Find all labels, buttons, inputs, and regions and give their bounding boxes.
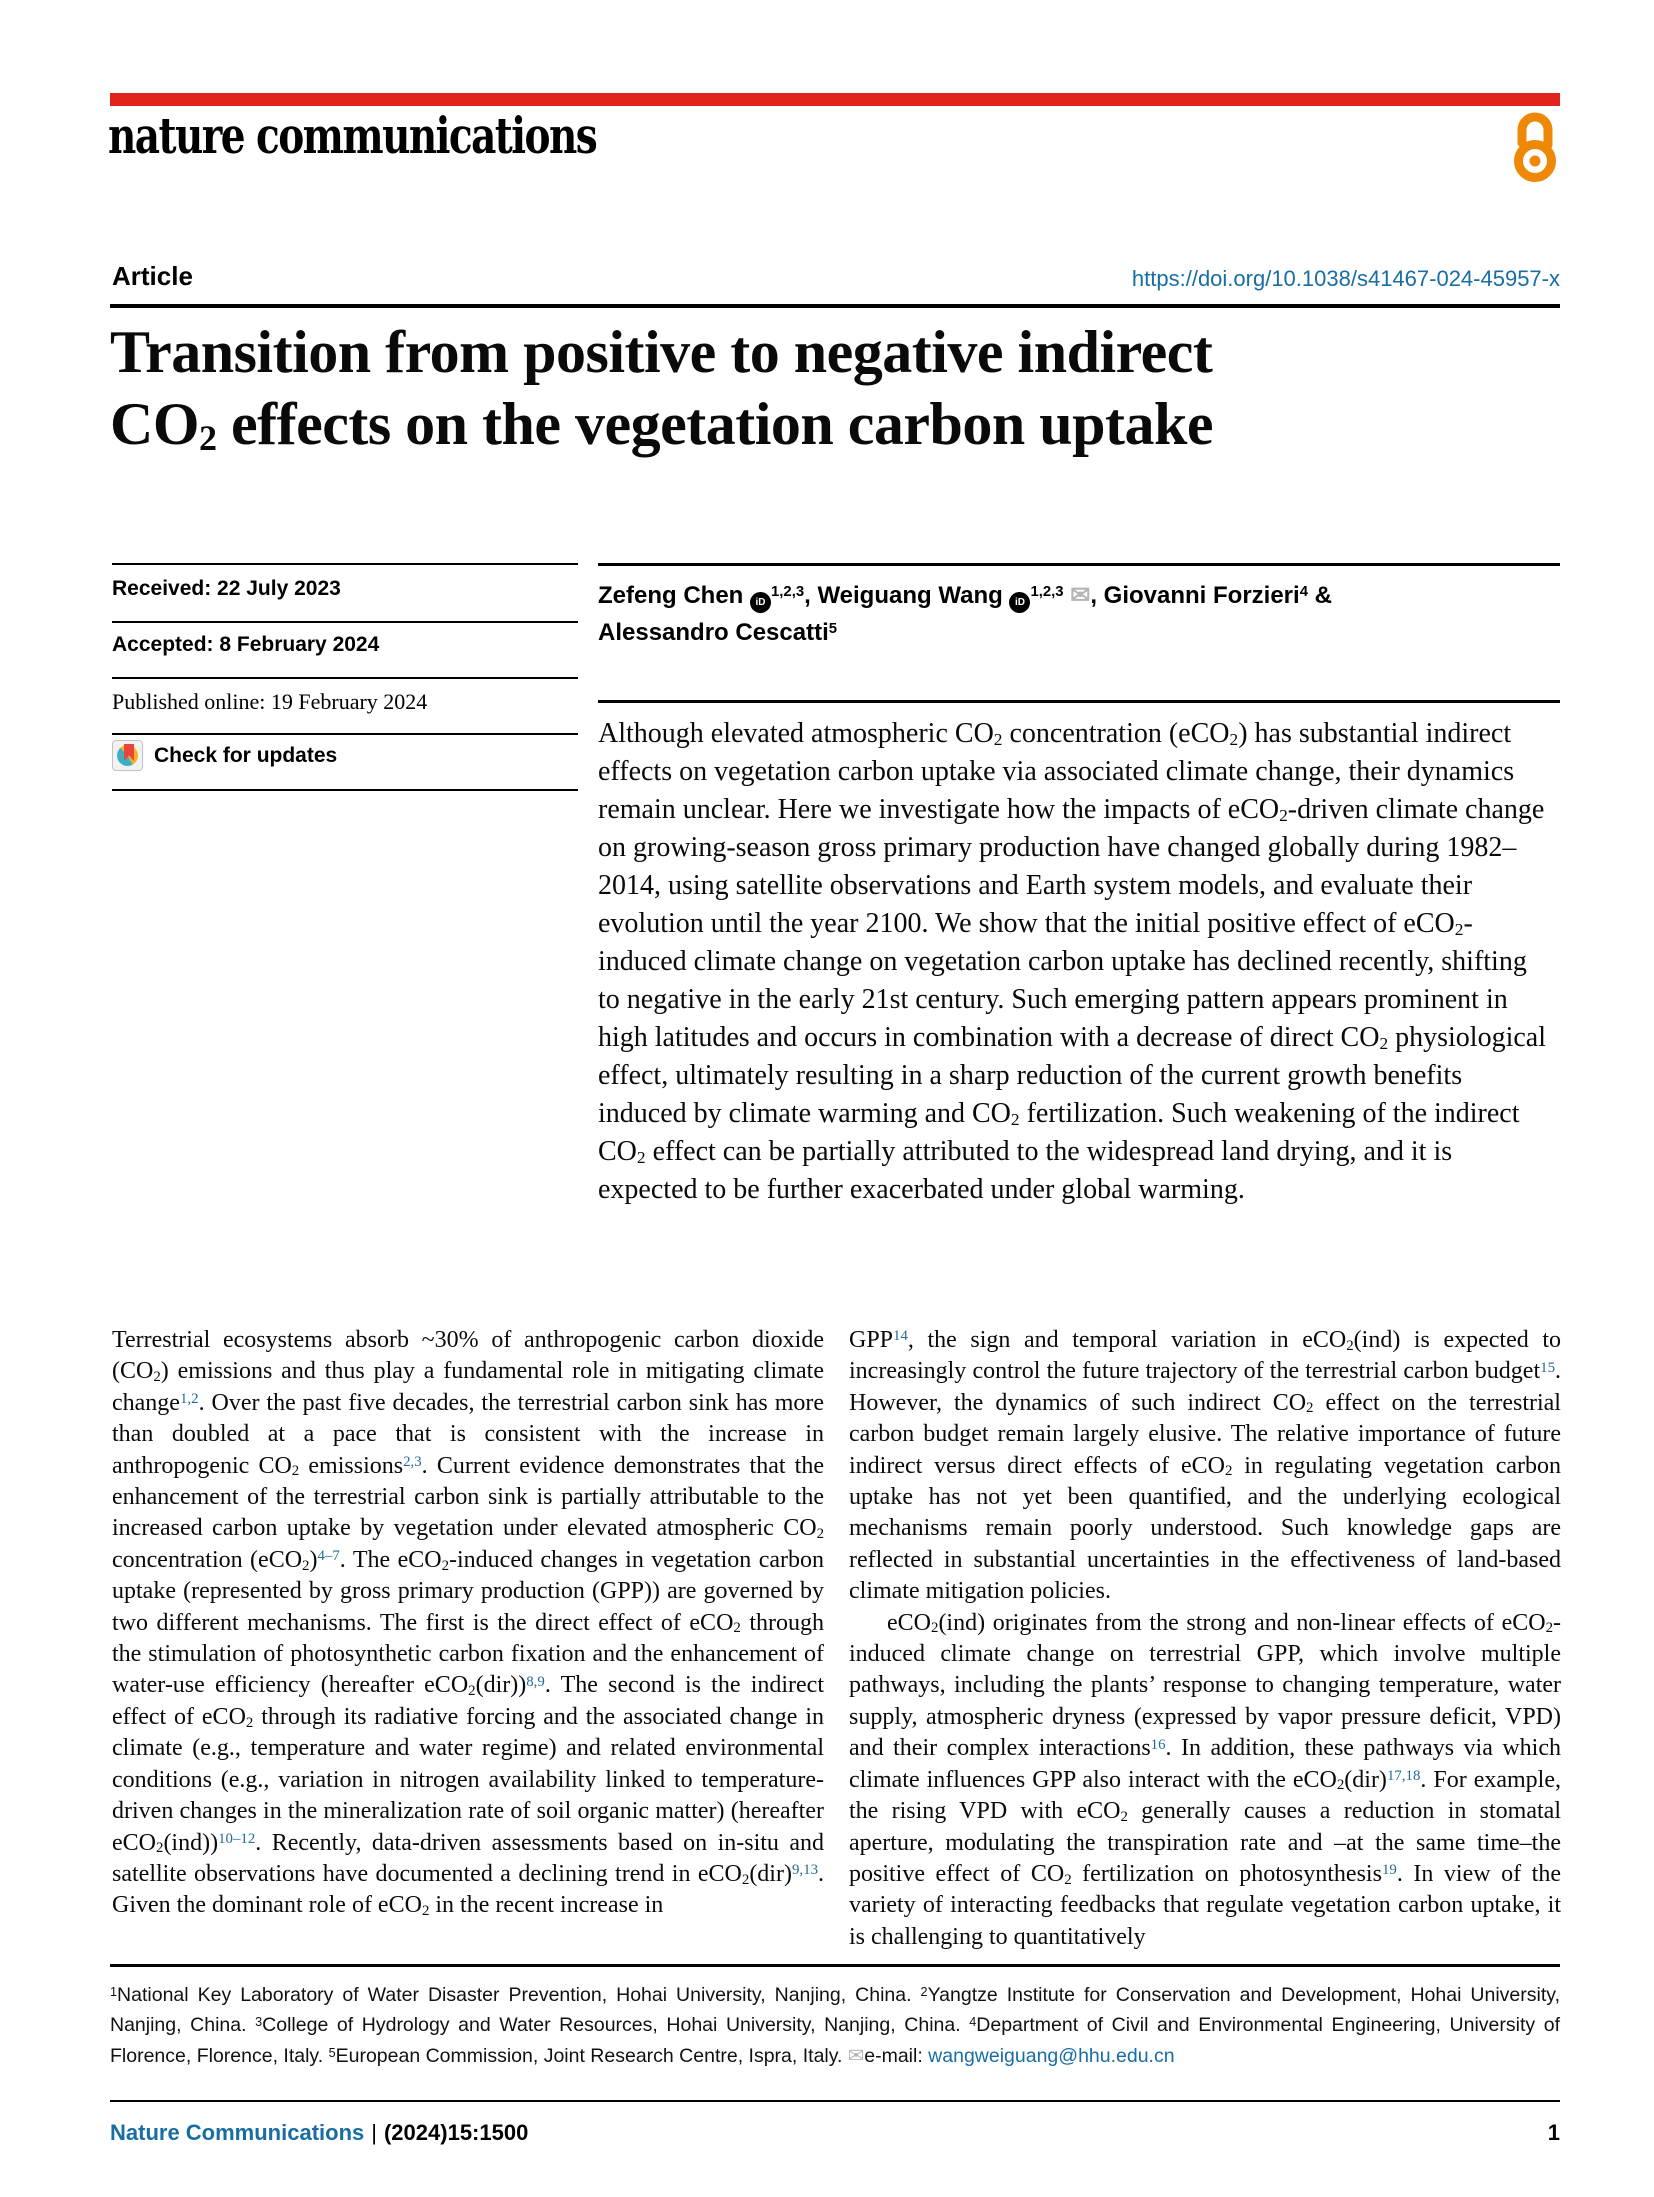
citation-ref[interactable]: 16 — [1150, 1736, 1166, 1753]
footer-journal-name: Nature Communications — [110, 2120, 365, 2145]
check-for-updates-label: Check for updates — [154, 743, 338, 767]
page-title-line2: $CO_2$ effects on the vegetation carbon uptake — [110, 391, 1214, 458]
citation-ref[interactable]: 14 — [893, 1328, 908, 1345]
accepted-date: Accepted: 8 February 2024 — [112, 633, 380, 656]
check-for-updates-button[interactable] — [112, 740, 578, 771]
meta-divider — [112, 677, 578, 679]
author-line: Alessandro Cescatti$^5$ — [598, 619, 838, 646]
footnote-divider — [110, 1964, 1560, 1967]
page-title-line1: Transition from positive to negative indirect — [110, 319, 1213, 385]
crossmark-icon — [112, 740, 143, 771]
body-column-right — [849, 1325, 1561, 1953]
affiliations-footnote: $^1$National Key Laboratory of Water Disaster Prevention, Hohai University, Nanjing, China. $^2$Yangtze Institute for Conservation and Development, Hohai University, Nanjing, China. $^3$College of Hydrology and Water Resources, Hohai University, Nanjing, China. $^4$Department of Civil and Environmental Engineering, University of Florence, Florence, Italy. $^5$European Commission, Joint Research Centre, Ispra, Italy. ✉e-mail: wangweiguang@hhu.edu.cn — [110, 1984, 1560, 2067]
published-date: Published online: 19 February 2024 — [112, 689, 428, 714]
citation-ref[interactable]: 1,2 — [179, 1391, 199, 1408]
citation-ref[interactable]: 17,18 — [1386, 1768, 1421, 1784]
envelope-icon: ✉ — [847, 2044, 865, 2067]
abstract-divider — [598, 700, 1560, 703]
citation-ref[interactable]: 9,13 — [791, 1862, 818, 1879]
envelope-icon: ✉ — [1070, 582, 1091, 609]
page-footer — [110, 2120, 528, 2146]
meta-divider — [112, 789, 578, 791]
orcid-icon[interactable]: iD — [750, 592, 771, 613]
citation-ref[interactable]: 10–12 — [218, 1830, 256, 1847]
authors-divider — [598, 563, 1560, 566]
citation-ref[interactable]: 19 — [1381, 1862, 1397, 1879]
page-number: 1 — [1547, 2120, 1560, 2145]
footer-citation: (2024)15:1500 — [383, 2120, 529, 2145]
body-paragraph: GPP$^{14}$, the sign and temporal variation in eCO$_2$(ind) is expected to increasingly control the future trajectory of the terrestrial carbon budget$^{15}$. However, the dynamics of such indirect $CO_2$ effect on the terrestrial carbon budget remain largely elusive. The relative importance of future indirect versus direct effects of eCO$_2$ in regulating vegetation carbon uptake has not yet been quantified, and the underlying ecological mechanisms remain poorly understood. Such knowledge gaps are reflected in substantial uncertainties in the effectiveness of land-based climate mitigation policies. — [849, 1327, 1562, 1605]
author-line: Zefeng Chen iD$^{1,2,3}$, Weiguang Wang iD$^{1,2,3}$ ✉, Giovanni Forzieri$^4$ & — [598, 577, 1560, 614]
body-paragraph: eCO$_2$(ind) originates from the strong and non-linear effects of eCO$_2$-induced climate change on terrestrial GPP, which involve multiple pathways, including the plants’ response to changing temperature, water supply, atmospheric dryness (expressed by vapor pressure deficit, VPD) and their complex interactions$^{16}$. In addition, these pathways via which climate influences GPP also interact with the eCO$_2$(dir)$^{17,18}$. For example, the rising VPD with eCO$_2$ generally causes a reduction in stomatal aperture, modulating the transpiration rate and –at the same time–the positive effect of $CO_2$ fertilization on photosynthesis$^{19}$. In view of the variety of interacting feedbacks that regulate vegetation carbon uptake, it is challenging to quantitatively — [849, 1609, 1562, 1950]
citation-ref[interactable]: 2,3 — [403, 1453, 422, 1470]
orcid-icon[interactable]: iD — [1009, 592, 1030, 613]
masthead-rule — [110, 93, 1560, 106]
article-label: Article — [112, 261, 193, 291]
header-divider — [110, 304, 1560, 308]
meta-divider — [112, 733, 578, 735]
received-date: Received: 22 July 2023 — [112, 577, 341, 600]
doi-link[interactable]: https://doi.org/10.1038/s41467-024-45957-x — [1131, 266, 1560, 291]
journal-logo: nature communications — [108, 106, 597, 165]
open-access-icon — [1510, 107, 1560, 183]
body-paragraph: Terrestrial ecosystems absorb ~30% of anthropogenic carbon dioxide $(CO_2)$ emissions and thus play a fundamental role in mitigating climate change$^{1,2}$. Over the past five decades, the terrestrial carbon sink has more than doubled at a pace that is consistent with the increase in anthropogenic $CO_2$ emissions$^{2,3}$. Current evidence demonstrates that the enhancement of the terrestrial carbon sink is partially attributable to the increased carbon uptake by vegetation under elevated atmospheric $CO_2$ concentration (eCO$_2$)$^{4-7}$. The eCO$_2$-induced changes in vegetation carbon uptake (represented by gross primary production (GPP)) are governed by two different mechanisms. The first is the direct effect of eCO$_2$ through the stimulation of photosynthetic carbon fixation and the enhancement of water-use efficiency (hereafter eCO$_2$(dir))$^{8,9}$. The second is the indirect effect of eCO$_2$ through its radiative forcing and the associated change in climate (e.g., temperature and water regime) and related environmental conditions (e.g., variation in nitrogen availability linked to temperature-driven changes in the mineralization rate of soil organic matter) (hereafter eCO$_2$(ind))$^{10-12}$. Recently, data-driven assessments based on in-situ and satellite observations have documented a declining trend in eCO$_2$(dir)$^{9,13}$. Given the dominant role of eCO$_2$ in the recent increase in — [112, 1327, 825, 1919]
citation-ref[interactable]: 15 — [1540, 1359, 1555, 1376]
abstract: Although elevated atmospheric $CO_2$ concentration (eCO$_2$) has substantial indirect effects on vegetation carbon uptake via associated climate change, their dynamics remain unclear. Here we investigate how the impacts of eCO$_2$-driven climate change on growing-season gross primary production have changed globally during 1982–2014, using satellite observations and Earth system models, and evaluate their evolution until the year 2100. We show that the initial positive effect of eCO$_2$-induced climate change on vegetation carbon uptake has declined recently, shifting to negative in the early 21st century. Such emerging pattern appears prominent in high latitudes and occurs in combination with a decrease of direct $CO_2$ physiological effect, ultimately resulting in a sharp reduction of the current growth benefits induced by climate warming and $CO_2$ fertilization. Such weakening of the indirect $CO_2$ effect can be partially attributed to the widespread land drying, and it is expected to be further exacerbated under global warming. — [598, 718, 1546, 1205]
footer-separator: | — [371, 2120, 377, 2145]
body-column-left — [112, 1325, 824, 1922]
author-list — [598, 577, 1560, 651]
meta-divider — [112, 563, 578, 565]
citation-ref[interactable]: 8,9 — [526, 1673, 545, 1690]
meta-divider — [112, 621, 578, 623]
citation-ref[interactable]: 4–7 — [317, 1548, 340, 1565]
footer-divider — [110, 2100, 1560, 2102]
page-title — [110, 316, 1580, 460]
email-link[interactable]: wangweiguang@hhu.edu.cn — [928, 2044, 1175, 2067]
